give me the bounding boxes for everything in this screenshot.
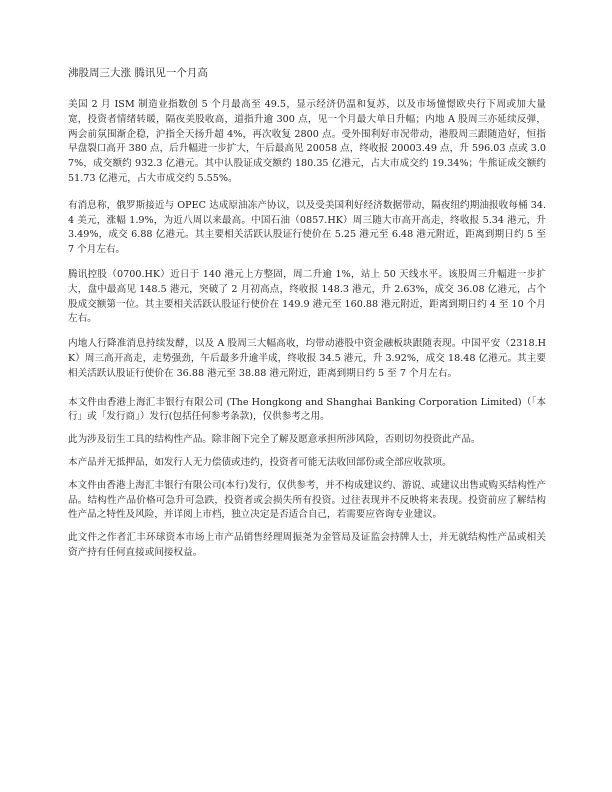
- disclaimer-author: 此文件之作者汇丰环球资本市场上市产品销售经理周振尧为金管局及证监会持牌人士，并无就结构性产品或相关资产持有任何直接或间接权益。: [68, 532, 546, 558]
- disclaimer-no-collateral: 本产品并无抵押品，如发行人无力偿债或违约，投资者可能无法收回部份或全部应收款项。: [68, 456, 452, 468]
- document-page: [68, 66, 546, 569]
- disclaimer-reference-only: 本文件由香港上海汇丰银行有限公司(本行)发行，仅供参考，并不构成建议约、游说、或建议出售或购买结构性产品。结构性产品价格可急升可急跌，投资者或会损失所有投资。过往表现并不反映将来表现。投资前应了解结构性产品之特性及风险，并详阅上市档，独立决定是否适合自己，若需要应咨询专业建议。: [68, 479, 546, 521]
- paragraph-market-overview: 美国 2 月 ISM 制造业指数创 5 个月最高至 49.5，显示经济仍温和复苏，以及市场憧憬欧央行下周或加大量宽，投资者情绪转暖，隔夜美股收高，道指升逾 300 点，见一个月最大单日升幅；内地 A 股周三亦延续反弹，两会前氛围渐企稳，沪指全天扬升超 4%，再次收复 2800 点。受外围利好市况带动，港股周三跟随造好，恒指早盘裂口高开 380 点，后升幅进一步扩大，午后最高见 20058 点，终收报 20003.49 点，升 596.03 点或 3.07%，成交额约 932.3 亿港元。其中认股证成交额约 180.35 亿港元，占大市成交约 19.34%；牛熊证成交额约 51.73 亿港元，占大市成交约 5.55%。: [68, 99, 546, 184]
- article-title: 沸股周三大涨 腾讯见一个月高: [68, 67, 208, 79]
- disclaimer-issuer: 本文件由香港上海汇丰银行有限公司 (The Hongkong and Shanghai Banking Corporation Limited)（「本行」或「发行商」）发行(包括任何参考条款)，仅供参考之用。: [68, 396, 546, 423]
- paragraph-petrochina: 有消息称，俄罗斯接近与 OPEC 达成原油冻产协议，以及受美国利好经济数据带动，隔夜纽约期油报收每桶 34.4 美元，涨幅 1.9%，为近八周以来最高。中国石油（0857.HK）周三随大市高开高走，终收报 5.34 港元，升 3.49%，成交 6.88 亿港元。其主要相关活跃认股证行使价在 5.25 港元至 6.48 港元附近，距离到期日约 5 至 7 个月左右。: [68, 199, 546, 256]
- paragraph-tencent: 腾讯控股（0700.HK）近日于 140 港元上方整固，周二升逾 1%，站上 50 天线水平。该股周三升幅进一步扩大，盘中最高见 148.5 港元，突破了 2 月初高点，终收报 148.3 港元，升 2.63%，成交 36.08 亿港元，占个股成交额第一位。其主要相关活跃认股证行使价在 149.9 港元至 160.88 港元附近，距离到期日约 4 至 10 个月左右。: [68, 268, 546, 325]
- paragraph-ping-an: 内地人行降准消息持续发酵，以及 A 股周三大幅高收，均带动港股中资金融板块跟随表现。中国平安（2318.HK）周三高开高走，走势强劲，午后最多升逾半成，终收报 34.5 港元，升 3.92%，成交 18.48 亿港元。其主要相关活跃认股证行使价在 36.88 港元至 38.88 港元附近，距离到期日约 5 至 7 个月左右。: [68, 338, 546, 379]
- disclaimer-derivative-risk: 此为涉及衍生工具的结构性产品。除非阁下完全了解及愿意承担所涉风险，否则切勿投资此产品。: [68, 434, 481, 446]
